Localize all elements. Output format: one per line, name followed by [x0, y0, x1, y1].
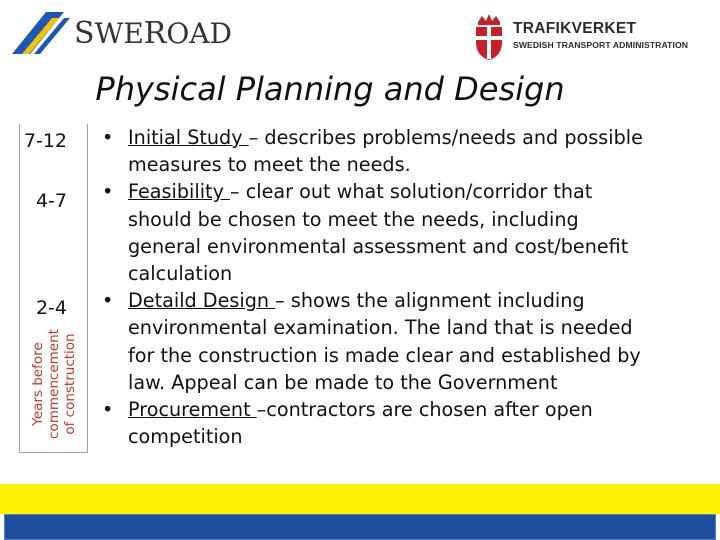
- phase-description: –contractors are chosen after open competition: [128, 398, 593, 449]
- phase-term: Feasibility: [128, 180, 231, 204]
- trafikverket-subtitle: SWEDISH TRANSPORT ADMINISTRATION: [513, 40, 689, 50]
- sweroad-logo: [12, 12, 232, 58]
- years-caption-line: commencement: [46, 329, 62, 439]
- sweroad-wordmark: SWEROAD: [74, 16, 232, 51]
- phase-list: [96, 124, 656, 450]
- phase-description: – describes problems/needs and possible measures to meet the needs.: [128, 126, 643, 177]
- sweroad-stripes-icon: [12, 12, 72, 58]
- list-item: [96, 396, 656, 450]
- phase-term: Detaild Design: [128, 289, 276, 313]
- list-item: [96, 124, 656, 178]
- year-range-initial-study: 7-12: [23, 130, 67, 152]
- years-caption: [24, 322, 84, 446]
- bullet-icon: •: [102, 126, 114, 149]
- years-caption-line: of construction: [62, 333, 78, 435]
- phase-description: – clear out what solution/corridor that should be chosen to meet the needs, including general environmental assessment and cost/benefit calculation: [128, 180, 629, 286]
- footer-blue-band: [4, 514, 716, 540]
- phase-term: Initial Study: [128, 126, 249, 149]
- bullet-icon: •: [102, 180, 114, 204]
- years-timeline: [19, 124, 88, 453]
- crown-emblem-icon: [470, 12, 508, 62]
- years-caption-line: Years before: [30, 342, 46, 426]
- list-item: [96, 178, 656, 287]
- phase-term: Procurement: [128, 398, 257, 422]
- slide-title: Physical Planning and Design: [95, 70, 565, 108]
- trafikverket-name: TRAFIKVERKET: [513, 20, 637, 37]
- year-range-feasibility: 4-7: [35, 190, 67, 212]
- list-item: [96, 287, 656, 396]
- phase-description: – shows the alignment including environmental examination. The land that is needed for the construction is made clear and established by law. Appeal can be made to the Government: [128, 289, 641, 394]
- footer-yellow-band: [0, 484, 720, 514]
- bullet-icon: •: [102, 398, 114, 422]
- year-range-detail-design: 2-4: [35, 297, 67, 319]
- bullet-icon: •: [102, 289, 114, 313]
- trafikverket-logo: [470, 12, 715, 64]
